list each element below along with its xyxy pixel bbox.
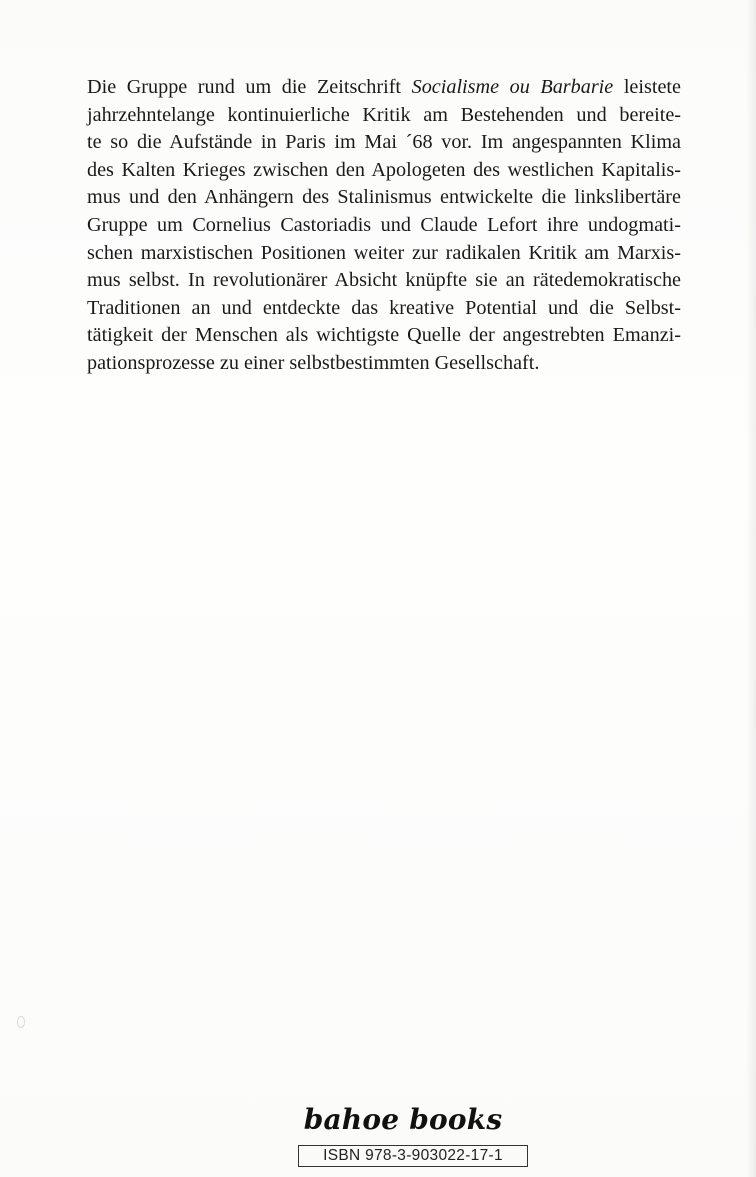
publisher-logo [0,1103,756,1136]
blurb-line: jahrzehntelange kontinuierliche Kritik am Bestehenden und bereite- [87,103,681,126]
blurb-line: te so die Aufstände in Paris im Mai ´68 vor. Im angespannten Klima [87,131,681,154]
isbn-text: ISBN 978-3-903022-17-1 [323,1147,503,1164]
blurb-text [87,74,681,378]
blurb-line: schen marxistischen Positionen weiter zur radikalen Kritik am Marxis- [87,241,681,264]
blurb-line: Die Gruppe rund um die Zeitschrift Socialisme ou Barbarie leistete [87,76,681,98]
blurb-line: mus und den Anhängern des Stalinismus entwickelte die linkslibertäre [87,186,681,209]
blurb-line: Gruppe um Cornelius Castoriadis und Claude Lefort ihre undogmati- [87,213,681,236]
blurb-line: tätigkeit der Menschen als wichtigste Quelle der angestrebten Emanzi- [87,324,681,347]
isbn-label [298,1145,528,1167]
scan-mark [17,1016,25,1028]
journal-title: Socialisme ou Barbarie [411,76,614,98]
blurb-line: des Kalten Krieges zwischen den Apologeten des westlichen Kapitalis- [87,158,681,181]
blurb-line: pationsprozesse zu einer selbstbestimmten Gesellschaft. [87,351,540,374]
blurb-line: Traditionen an und entdeckte das kreative Potential und die Selbst- [87,296,681,319]
publisher-name: bahoe books [303,1103,503,1136]
blurb-line: mus selbst. In revolutionärer Absicht knüpfte sie an rätedemokratische [87,269,681,292]
